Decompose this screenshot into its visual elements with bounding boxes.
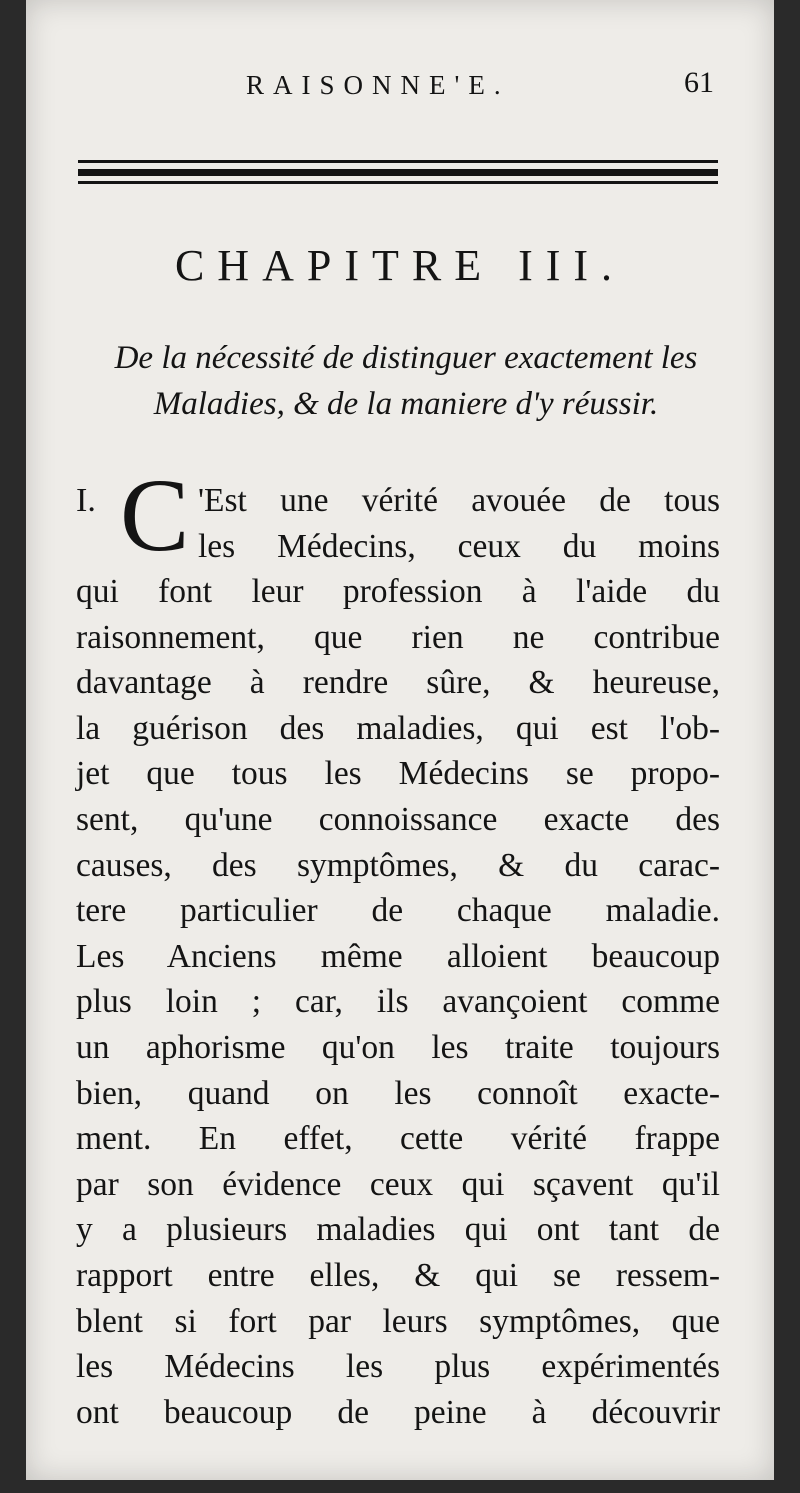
drop-cap: C [120,458,190,573]
running-head: RAISONNE'E. [246,70,510,100]
book-page [26,0,774,1480]
text-line: tere particulier de chaque maladie. [76,892,720,930]
body-text [76,458,720,1435]
text-line: ment. En effet, cette vérité frappe [76,1120,720,1158]
header-rule [78,160,718,190]
opening-lines [198,478,720,569]
text-line: sent, qu'une connoissance exacte des [76,800,720,838]
text-line: bien, quand on les connoît exacte- [76,1074,720,1112]
text-line: raisonnement, que rien ne contribue [76,618,720,656]
text-line: Les Anciens même alloient beaucoup [76,937,720,975]
text-line: les Médecins les plus expérimentés [76,1348,720,1386]
text-line: rapport entre elles, & qui se ressem- [76,1256,720,1294]
text-line: ont beaucoup de peine à découvrir [76,1393,720,1431]
paragraph-number: I. [76,482,96,519]
subtitle-line: De la nécessité de distinguer exactement les [114,340,698,376]
text-line: causes, des symptômes, & du carac- [76,846,720,884]
chapter-title: CHAPITRE III. [174,241,626,290]
text-line: 'Est une vérité avouée de tous [198,482,720,519]
text-line: blent si fort par leurs symptômes, que [76,1302,720,1340]
text-line: qui font leur profession à l'aide du [76,573,720,610]
text-line: la guérison des maladies, qui est l'ob- [76,709,720,747]
text-line: y a plusieurs maladies qui ont tant de [76,1211,720,1249]
page-number: 61 [684,66,714,99]
text-line: les Médecins, ceux du moins [198,527,720,565]
chapter-subtitle [86,335,726,427]
text-line: un aphorisme qu'on les traite toujours [76,1028,720,1066]
page-header [26,66,774,110]
paragraph-lines [76,569,720,1435]
rule-line-thin-bottom [78,181,718,184]
text-line: par son évidence ceux qui sçavent qu'il [76,1165,720,1203]
opening-block [76,458,720,573]
text-line: plus loin ; car, ils avançoient comme [76,983,720,1021]
rule-line-thin-top [78,160,718,163]
text-line: davantage à rendre sûre, & heureuse, [76,664,720,702]
rule-line-thick [78,169,718,176]
subtitle-line: Maladies, & de la maniere d'y réussir. [153,386,659,422]
text-line: jet que tous les Médecins se propo- [76,755,720,793]
